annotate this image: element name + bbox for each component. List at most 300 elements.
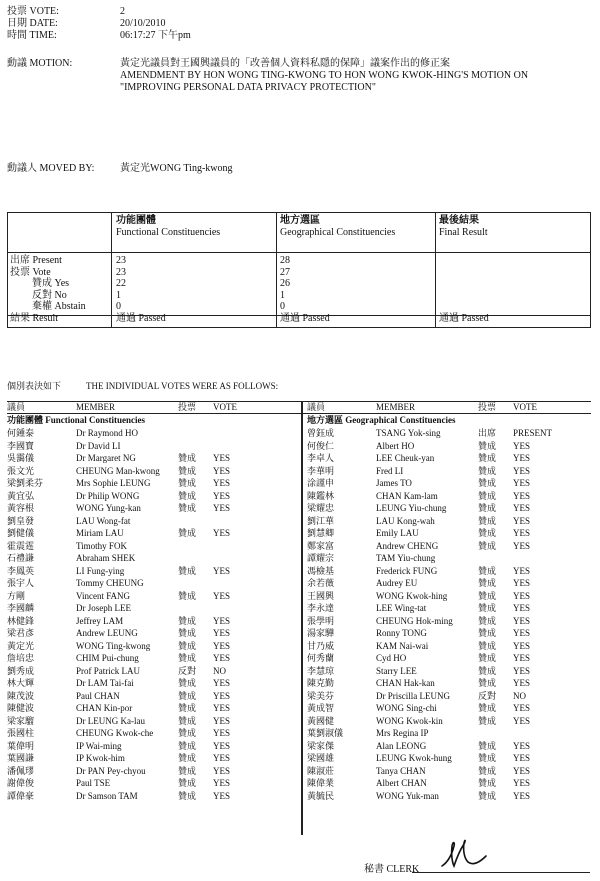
member-name-zh: 劉江華 — [307, 515, 335, 526]
vote-zh: 贊成 — [478, 440, 497, 451]
vote-en: YES — [213, 615, 231, 626]
member-name-en: CHAN Kin-por — [76, 703, 133, 713]
fc-column-header: 議員 MEMBER 投票 VOTE — [7, 402, 237, 412]
member-name-zh: 李國寶 — [7, 440, 35, 451]
vote-en: YES — [213, 653, 231, 663]
fc-vote-row — [7, 715, 297, 728]
vote-zh: 贊成 — [478, 628, 497, 638]
member-name-zh: 黃定光 — [7, 640, 35, 651]
vote-zh: 贊成 — [478, 753, 497, 763]
member-name-en: CHIM Pui-chung — [76, 653, 139, 663]
vote-en: NO — [513, 690, 526, 701]
gc-vote-row — [307, 777, 597, 790]
vote-zh: 贊成 — [178, 765, 197, 776]
gc-vote-row — [307, 490, 597, 503]
gc-vote-row — [307, 627, 597, 640]
member-name-en: WONG Yuk-man — [376, 790, 439, 801]
vote-zh: 贊成 — [178, 590, 197, 601]
vote-en: YES — [513, 703, 531, 713]
member-name-zh: 張文光 — [7, 465, 35, 476]
member-name-zh: 梁國雄 — [307, 753, 335, 763]
vote-en: YES — [513, 465, 531, 476]
vote-en: YES — [213, 503, 231, 513]
vote-zh: 贊成 — [478, 478, 497, 488]
motion-label: 動議 MOTION: — [7, 58, 73, 69]
fc-section-title: 功能團體 Functional Constituencies — [7, 415, 146, 425]
final-result-value: 通過 Passed — [439, 313, 489, 324]
member-name-en: CHAN Hak-kan — [376, 678, 435, 688]
member-name-en: Vincent FANG — [76, 590, 131, 601]
member-name-en: LEUNG Yiu-chung — [376, 503, 447, 513]
gc-vote-row — [307, 790, 597, 803]
member-name-en: CHEUNG Man-kwong — [76, 465, 160, 476]
vote-en: YES — [213, 478, 231, 488]
member-name-en: Cyd HO — [376, 653, 407, 663]
fc-vote-row — [7, 490, 297, 503]
vote-zh: 贊成 — [178, 628, 197, 638]
member-name-en: Audrey EU — [376, 578, 418, 588]
gc-vote-row — [307, 427, 597, 440]
vote-zh: 贊成 — [478, 503, 497, 513]
fc-vote-row — [7, 640, 297, 653]
vote-zh: 贊成 — [178, 465, 197, 476]
member-name-zh: 梁家傑 — [307, 740, 335, 751]
member-name-en: Timothy FOK — [76, 540, 127, 551]
member-name-en: Dr Philip WONG — [76, 490, 140, 501]
member-name-en: Tanya CHAN — [376, 765, 426, 776]
member-name-en: Dr Samson TAM — [76, 790, 138, 801]
vote-en: YES — [513, 790, 531, 801]
vote-en: YES — [513, 628, 531, 638]
vote-zh: 贊成 — [478, 790, 497, 801]
member-name-en: Frederick FUNG — [376, 565, 438, 576]
gc-vote-row — [307, 552, 597, 565]
gc-vote-row — [307, 565, 597, 578]
fc-vote-row — [7, 690, 297, 703]
member-name-en: TAM Yiu-chung — [376, 553, 436, 563]
member-name-zh: 曾鈺成 — [307, 428, 335, 438]
vote-zh: 贊成 — [178, 528, 197, 538]
vote-en: YES — [213, 528, 231, 538]
member-name-en: LAU Kong-wah — [376, 515, 435, 526]
vote-en: YES — [513, 740, 531, 751]
member-name-en: James TO — [376, 478, 412, 488]
vote-zh: 贊成 — [478, 565, 497, 576]
vote-number-label: 投票 VOTE: — [7, 6, 59, 17]
fc-vote-row — [7, 740, 297, 753]
fc-header: 功能團體 Functional Constituencies — [116, 215, 221, 238]
gc-column-header: 議員 MEMBER 投票 VOTE — [307, 402, 537, 412]
gc-vote-row — [307, 702, 597, 715]
member-name-zh: 何秀蘭 — [307, 653, 335, 663]
gc-vote-row — [307, 590, 597, 603]
member-name-en: Andrew LEUNG — [76, 628, 138, 638]
fc-vote-row — [7, 615, 297, 628]
vote-en: YES — [213, 640, 231, 651]
gc-vote-row — [307, 577, 597, 590]
vote-en: YES — [513, 578, 531, 588]
vote-en: YES — [213, 565, 231, 576]
member-name-zh: 余若薇 — [307, 578, 335, 588]
member-name-zh: 李永達 — [307, 603, 335, 613]
gc-vote-row — [307, 677, 597, 690]
member-name-en: Starry LEE — [376, 665, 417, 676]
vote-en: YES — [513, 478, 531, 488]
member-name-en: WONG Kwok-hing — [376, 590, 448, 601]
vote-zh: 贊成 — [478, 765, 497, 776]
member-name-zh: 張國柱 — [7, 728, 35, 738]
vote-zh: 贊成 — [478, 540, 497, 551]
vote-zh: 贊成 — [478, 490, 497, 501]
vote-en: YES — [513, 528, 531, 538]
member-name-zh: 劉慧卿 — [307, 528, 335, 538]
fc-vote-row — [7, 790, 297, 803]
vote-en: YES — [513, 615, 531, 626]
fc-vote-row — [7, 440, 297, 453]
member-name-zh: 潘佩璆 — [7, 765, 35, 776]
vote-zh: 贊成 — [178, 703, 197, 713]
member-name-en: Andrew CHENG — [376, 540, 439, 551]
vote-zh: 贊成 — [478, 740, 497, 751]
member-name-en: Tommy CHEUNG — [76, 578, 144, 588]
member-name-zh: 陳克勤 — [307, 678, 335, 688]
time-label: 時間 TIME: — [7, 30, 57, 41]
member-name-en: Miriam LAU — [76, 528, 124, 538]
gc-vote-row — [307, 740, 597, 753]
member-name-zh: 石禮謙 — [7, 553, 35, 563]
fc-vote-row — [7, 577, 297, 590]
vote-en: YES — [213, 628, 231, 638]
vote-zh: 贊成 — [178, 653, 197, 663]
member-name-zh: 何鍾泰 — [7, 428, 35, 438]
member-name-en: Paul TSE — [76, 778, 111, 788]
member-name-en: WONG Ting-kwong — [76, 640, 151, 651]
member-name-zh: 林大輝 — [7, 678, 35, 688]
vote-en: YES — [213, 728, 231, 738]
vote-en: YES — [213, 703, 231, 713]
fc-vote-row — [7, 602, 297, 615]
gc-vote-row — [307, 540, 597, 553]
fc-vote-row — [7, 540, 297, 553]
member-name-en: WONG Yung-kan — [76, 503, 141, 513]
member-name-zh: 黃毓民 — [307, 790, 335, 801]
gc-vote-row — [307, 515, 597, 528]
time-value: 06:17:27 下午pm — [120, 30, 191, 41]
vote-en: YES — [513, 503, 531, 513]
member-name-en: Alan LEONG — [376, 740, 427, 751]
vote-zh: 贊成 — [178, 690, 197, 701]
vote-zh: 贊成 — [478, 453, 497, 463]
fc-vote-row — [7, 665, 297, 678]
fc-vote-row — [7, 515, 297, 528]
vote-zh: 贊成 — [478, 578, 497, 588]
fc-vote-row — [7, 765, 297, 778]
vote-en: YES — [513, 540, 531, 551]
vote-en: YES — [213, 790, 231, 801]
member-name-en: Albert CHAN — [376, 778, 427, 788]
vote-en: YES — [213, 740, 231, 751]
member-name-zh: 林健鋒 — [7, 615, 35, 626]
vote-zh: 贊成 — [478, 653, 497, 663]
member-name-zh: 黃成智 — [307, 703, 335, 713]
clerk-label: 秘書 CLERK — [364, 864, 420, 875]
fc-vote-row — [7, 452, 297, 465]
date-value: 20/10/2010 — [120, 18, 166, 29]
member-name-zh: 詹培忠 — [7, 653, 35, 663]
gc-vote-row — [307, 640, 597, 653]
vote-en: YES — [513, 515, 531, 526]
member-name-zh: 吳靄儀 — [7, 453, 35, 463]
vote-zh: 贊成 — [478, 665, 497, 676]
vote-zh: 贊成 — [178, 740, 197, 751]
fc-vote-row — [7, 752, 297, 765]
member-name-zh: 霍震霆 — [7, 540, 35, 551]
member-name-en: Dr LEUNG Ka-lau — [76, 715, 145, 726]
gc-vote-row — [307, 615, 597, 628]
member-name-en: KAM Nai-wai — [376, 640, 429, 651]
vote-en: YES — [513, 453, 531, 463]
vote-zh: 贊成 — [178, 790, 197, 801]
member-name-zh: 黃宜弘 — [7, 490, 35, 501]
vote-en: YES — [513, 778, 531, 788]
member-name-en: Paul CHAN — [76, 690, 120, 701]
member-name-en: TSANG Yok-sing — [376, 428, 441, 438]
member-name-zh: 張學明 — [307, 615, 335, 626]
member-name-en: IP Kwok-him — [76, 753, 125, 763]
member-name-zh: 陳茂波 — [7, 690, 35, 701]
member-name-en: Dr Joseph LEE — [76, 603, 131, 613]
member-name-en: Fred LI — [376, 465, 404, 476]
clerk-signature — [438, 836, 508, 870]
vote-zh: 贊成 — [478, 778, 497, 788]
motion-title-zh: 黃定光議員對王國興議員的「改善個人資料私隱的保障」議案作出的修正案 — [120, 58, 450, 69]
vote-en: YES — [213, 453, 231, 463]
member-name-en: Albert HO — [376, 440, 415, 451]
member-name-zh: 劉皇發 — [7, 515, 35, 526]
member-name-en: Dr Margaret NG — [76, 453, 136, 463]
vote-zh: 贊成 — [478, 640, 497, 651]
vote-en: YES — [213, 715, 231, 726]
member-name-zh: 李鳳英 — [7, 565, 35, 576]
vote-en: YES — [213, 778, 231, 788]
gc-vote-row — [307, 765, 597, 778]
vote-en: PRESENT — [513, 428, 553, 438]
member-name-zh: 甘乃威 — [307, 640, 335, 651]
fc-vote-row — [7, 627, 297, 640]
vote-zh: 贊成 — [178, 453, 197, 463]
vote-zh: 贊成 — [178, 778, 197, 788]
vote-zh: 贊成 — [178, 715, 197, 726]
member-name-en: Abraham SHEK — [76, 553, 136, 563]
member-name-en: Jeffrey LAM — [76, 615, 124, 626]
member-name-en: LEE Cheuk-yan — [376, 453, 435, 463]
gc-vote-row — [307, 652, 597, 665]
gc-values: 28 27 26 1 0 通過 Passed — [280, 255, 330, 324]
member-name-zh: 葉偉明 — [7, 740, 35, 751]
fc-vote-row — [7, 502, 297, 515]
vote-zh: 贊成 — [478, 678, 497, 688]
gc-vote-row — [307, 665, 597, 678]
member-name-zh: 梁君彥 — [7, 628, 35, 638]
member-name-zh: 葉劉淑儀 — [307, 728, 344, 738]
vote-en: YES — [213, 765, 231, 776]
vote-en: YES — [513, 665, 531, 676]
vote-zh: 贊成 — [178, 478, 197, 488]
member-name-zh: 李華明 — [307, 465, 335, 476]
vote-en: YES — [213, 465, 231, 476]
member-name-en: CHAN Kam-lam — [376, 490, 438, 501]
member-name-en: Emily LAU — [376, 528, 419, 538]
member-name-en: LI Fung-ying — [76, 565, 125, 576]
vote-en: YES — [513, 590, 531, 601]
gc-vote-row — [307, 465, 597, 478]
vote-en: YES — [213, 753, 231, 763]
vote-zh: 贊成 — [178, 615, 197, 626]
vote-en: YES — [213, 690, 231, 701]
fc-vote-row — [7, 702, 297, 715]
gc-vote-row — [307, 477, 597, 490]
gc-vote-row — [307, 602, 597, 615]
member-name-zh: 李國麟 — [7, 603, 35, 613]
fc-vote-row — [7, 565, 297, 578]
member-name-zh: 陳健波 — [7, 703, 35, 713]
vote-en: YES — [213, 490, 231, 501]
vote-en: YES — [513, 440, 531, 451]
member-name-zh: 梁耀忠 — [307, 503, 335, 513]
member-name-zh: 謝偉俊 — [7, 778, 35, 788]
vote-zh: 出席 — [478, 428, 497, 438]
member-name-en: CHEUNG Hok-ming — [376, 615, 453, 626]
vote-zh: 贊成 — [478, 715, 497, 726]
motion-title-en-2: "IMPROVING PERSONAL DATA PRIVACY PROTECTION" — [120, 82, 376, 93]
gc-vote-row — [307, 715, 597, 728]
vote-zh: 贊成 — [178, 753, 197, 763]
member-name-zh: 陳偉業 — [307, 778, 335, 788]
vote-en: YES — [513, 565, 531, 576]
fc-vote-row — [7, 652, 297, 665]
vote-en: YES — [513, 715, 531, 726]
vote-zh: 贊成 — [178, 490, 197, 501]
fc-vote-row — [7, 527, 297, 540]
gc-vote-row — [307, 727, 597, 740]
member-name-zh: 李卓人 — [307, 453, 335, 463]
individual-title-zh: 個別表決如下 — [7, 381, 62, 391]
vote-zh: 贊成 — [478, 603, 497, 613]
member-name-en: Dr David LI — [76, 440, 121, 451]
gc-vote-row — [307, 440, 597, 453]
motion-title-en-1: AMENDMENT BY HON WONG TING-KWONG TO HON WONG KWOK-HING'S MOTION ON — [120, 70, 529, 81]
gc-vote-row — [307, 752, 597, 765]
member-name-zh: 湯家驊 — [307, 628, 335, 638]
moved-by-label: 動議人 MOVED BY: — [7, 163, 95, 174]
vote-en: YES — [513, 640, 531, 651]
gc-header: 地方選區 Geographical Constituencies — [280, 215, 396, 238]
member-name-en: Dr Raymond HO — [76, 428, 138, 438]
fc-vote-row — [7, 477, 297, 490]
vote-zh: 贊成 — [478, 528, 497, 538]
member-name-en: CHEUNG Kwok-che — [76, 728, 154, 738]
member-name-zh: 何俊仁 — [307, 440, 335, 451]
member-name-en: IP Wai-ming — [76, 740, 122, 751]
member-name-en: WONG Kwok-kin — [376, 715, 443, 726]
member-name-zh: 譚偉豪 — [7, 790, 35, 801]
vote-zh: 贊成 — [478, 703, 497, 713]
vote-zh: 贊成 — [478, 615, 497, 626]
member-name-zh: 王國興 — [307, 590, 335, 601]
vote-en: YES — [513, 490, 531, 501]
vote-en: YES — [513, 753, 531, 763]
fc-values: 23 23 22 1 0 通過 Passed — [116, 255, 166, 324]
member-name-zh: 李慧琼 — [307, 665, 335, 676]
vote-zh: 贊成 — [478, 515, 497, 526]
member-name-zh: 陳淑莊 — [307, 765, 335, 776]
member-name-zh: 方剛 — [7, 590, 26, 601]
fc-vote-row — [7, 727, 297, 740]
member-name-en: Mrs Regina IP — [376, 728, 429, 738]
vote-zh: 贊成 — [478, 590, 497, 601]
fc-vote-row — [7, 552, 297, 565]
member-name-en: Prof Patrick LAU — [76, 665, 140, 676]
summary-row-labels: 出席 Present 投票 Vote 贊成 Yes 反對 No 棄權 Abstain 結果 Result — [10, 255, 86, 324]
member-name-zh: 譚耀宗 — [307, 553, 335, 563]
individual-title-en: THE INDIVIDUAL VOTES WERE AS FOLLOWS: — [86, 381, 279, 391]
member-name-zh: 馮檢基 — [307, 565, 335, 576]
vote-en: YES — [513, 678, 531, 688]
member-name-en: WONG Sing-chi — [376, 703, 437, 713]
vote-zh: 反對 — [478, 690, 497, 701]
summary-table — [7, 212, 591, 328]
final-result-header: 最後結果 Final Result — [439, 215, 488, 238]
fc-vote-row — [7, 677, 297, 690]
vote-number: 2 — [120, 6, 125, 17]
clerk-signature-line — [412, 872, 590, 873]
vote-zh: 贊成 — [178, 503, 197, 513]
member-name-zh: 鄭家富 — [307, 540, 335, 551]
gc-vote-row — [307, 690, 597, 703]
member-name-zh: 黃國健 — [307, 715, 335, 726]
member-name-en: Dr LAM Tai-fai — [76, 678, 134, 688]
vote-en: NO — [213, 665, 226, 676]
fc-vote-row — [7, 590, 297, 603]
vote-zh: 贊成 — [178, 728, 197, 738]
member-name-en: Dr PAN Pey-chyou — [76, 765, 146, 776]
gc-vote-row — [307, 452, 597, 465]
member-name-zh: 劉健儀 — [7, 528, 35, 538]
date-label: 日期 DATE: — [7, 18, 58, 29]
vote-zh: 贊成 — [178, 565, 197, 576]
member-name-en: LEE Wing-tat — [376, 603, 427, 613]
member-name-zh: 葉國謙 — [7, 753, 35, 763]
moved-by-name: 黃定光WONG Ting-kwong — [120, 163, 233, 174]
vote-zh: 贊成 — [178, 640, 197, 651]
member-name-zh: 梁劉柔芬 — [7, 478, 44, 488]
vote-zh: 反對 — [178, 665, 197, 676]
member-name-en: Dr Priscilla LEUNG — [376, 690, 450, 701]
member-name-zh: 張宇人 — [7, 578, 35, 588]
member-name-en: LAU Wong-fat — [76, 515, 131, 526]
member-name-zh: 涂謹申 — [307, 478, 335, 488]
vote-en: YES — [213, 590, 231, 601]
member-name-en: LEUNG Kwok-hung — [376, 753, 452, 763]
fc-vote-row — [7, 777, 297, 790]
member-name-zh: 陳鑑林 — [307, 490, 335, 501]
member-name-zh: 梁美芬 — [307, 690, 335, 701]
member-name-zh: 梁家騮 — [7, 715, 35, 726]
vote-zh: 贊成 — [478, 465, 497, 476]
gc-vote-row — [307, 502, 597, 515]
member-name-zh: 劉秀成 — [7, 665, 35, 676]
gc-section-title: 地方選區 Geographical Constituencies — [307, 415, 456, 425]
